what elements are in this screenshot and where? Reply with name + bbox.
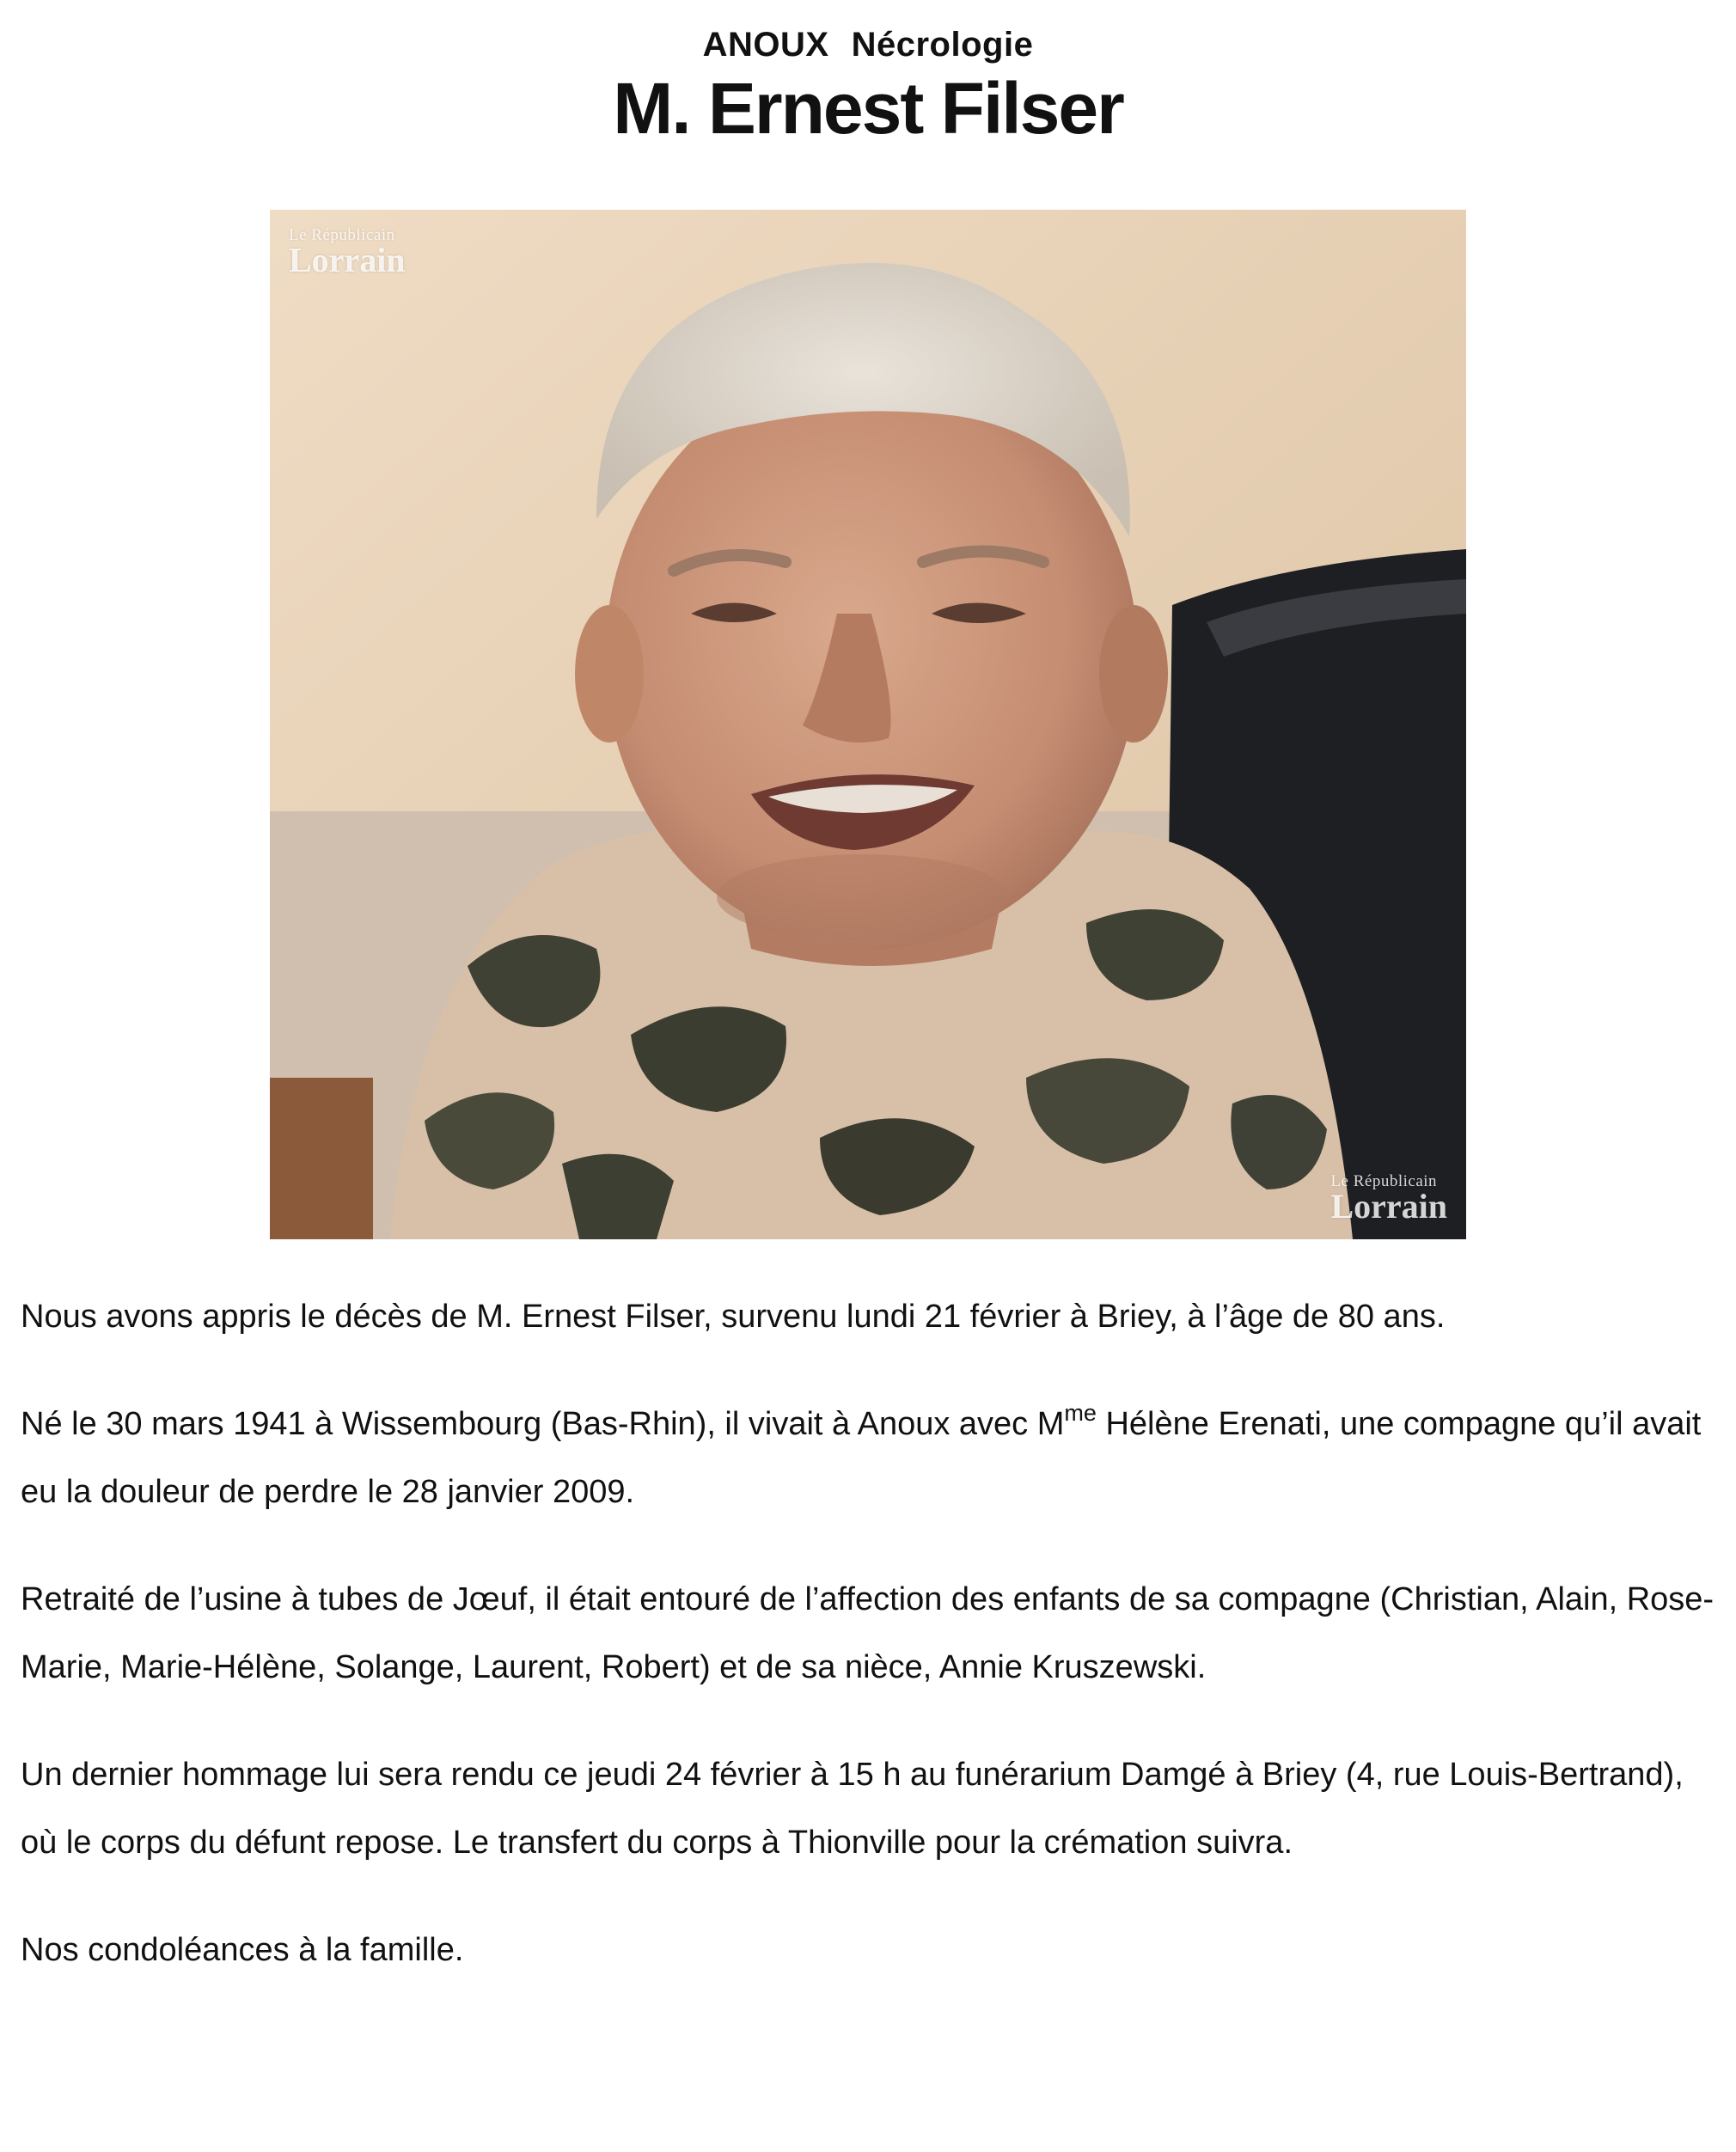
article-kicker: [0, 26, 1736, 64]
kicker-section: Nécrologie: [851, 26, 1034, 64]
page-title: M. Ernest Filser: [613, 68, 1123, 149]
portrait-photo: [270, 210, 1466, 1239]
paragraph-biography: Né le 30 mars 1941 à Wissembourg (Bas-Rhin), il vivait à Anoux avec $M^{me}$ Hélène Erenati, une compagne qu’il avait eu la douleur de perdre le 28 janvier 2009.: [21, 1400, 1702, 1510]
kicker-location: ANOUX: [702, 26, 829, 64]
portrait-illustration: [270, 210, 1466, 1239]
paragraph-death-notice: Nous avons appris le décès de M. Ernest Filser, survenu lundi 21 février à Briey, à l’âge de 80 ans.: [21, 1299, 1446, 1335]
paragraph-funeral: Un dernier hommage lui sera rendu ce jeudi 24 février à 15 h au funérarium Damgé à Briey (4, rue Louis-Bertrand), où le corps du défunt repose. Le transfert du corps à Thionville pour la crémation suivra.: [21, 1757, 1684, 1861]
watermark-logo-top: Le Républicain Lorrain: [289, 226, 406, 279]
watermark-logo-bottom: Le Républicain Lorrain: [1330, 1172, 1447, 1226]
article-body: [21, 1283, 1718, 2024]
paragraph-condolences: Nos condoléances à la famille.: [21, 1932, 464, 1968]
paragraph-family: Retraité de l’usine à tubes de Jœuf, il était entouré de l’affection des enfants de sa compagne (Christian, Alain, Rose-Marie, Marie-Hélène, Solange, Laurent, Robert) et de sa nièce, Annie Kruszewski.: [21, 1581, 1715, 1685]
